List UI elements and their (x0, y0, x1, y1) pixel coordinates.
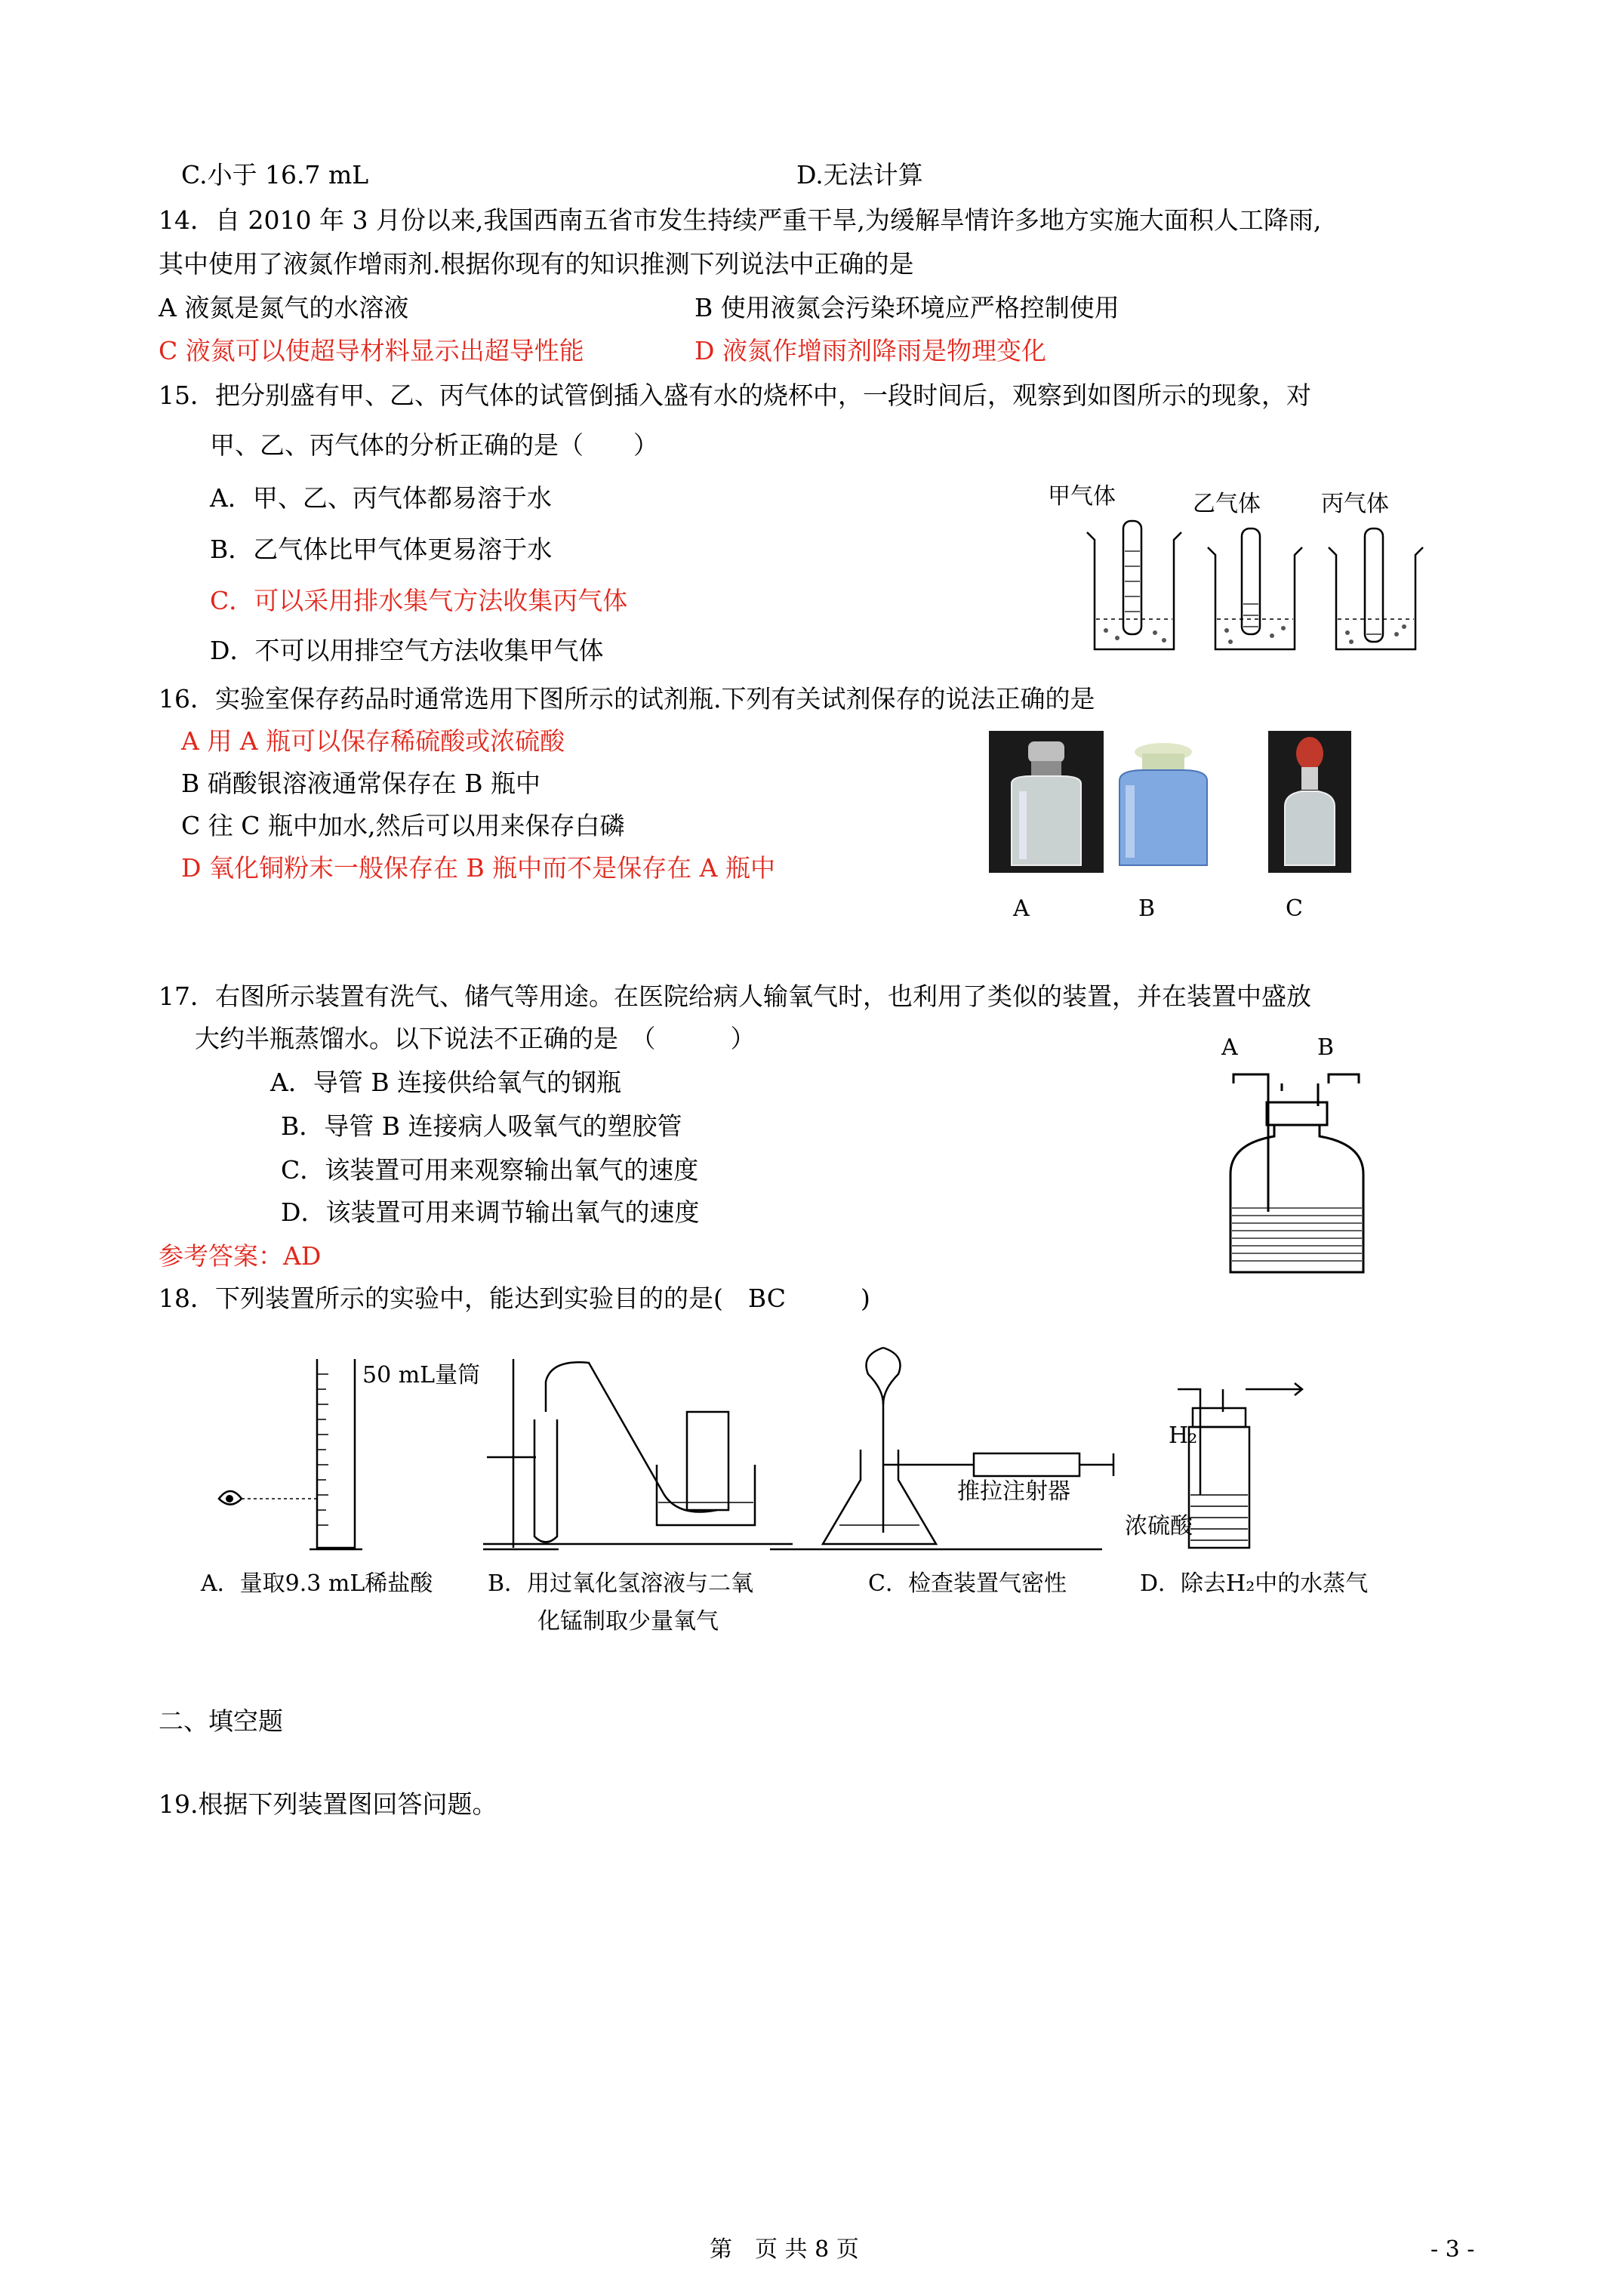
bottle-a-label: A (1013, 895, 1030, 922)
page-number: - 3 - (1431, 2236, 1475, 2263)
bottle-c-photo (1268, 731, 1351, 873)
q14-option-b: B 使用液氮会污染环境应严格控制使用 (694, 293, 1119, 322)
q13-option-c: C.小于 16.7 mL (181, 160, 369, 190)
q16-stem: 16．实验室保存药品时通常选用下图所示的试剂瓶.下列有关试剂保存的说法正确的是 (159, 684, 1095, 713)
acid-label: 浓硫酸 (1125, 1513, 1193, 1539)
h2-label: H₂ (1169, 1422, 1198, 1449)
q16-option-d: D 氧化铜粉末一般保存在 B 瓶中而不是保存在 A 瓶中 (181, 853, 775, 883)
tube-a-label: A (1221, 1034, 1238, 1061)
q14-option-d: D 液氮作增雨剂降雨是物理变化 (694, 336, 1046, 365)
caption-a: A．量取9.3 mL稀盐酸 (201, 1570, 433, 1597)
q18-stem: 18．下列装置所示的实验中，能达到实验目的的是( BC ) (159, 1284, 870, 1313)
cylinder-label: 50 mL量筒 (362, 1362, 481, 1388)
wash-bottle-figure (1208, 1061, 1389, 1280)
q14-stem-line2: 其中使用了液氮作增雨剂.根据你现有的知识推测下列说法中正确的是 (159, 249, 914, 279)
q19-stem: 19.根据下列装置图回答问题。 (159, 1789, 497, 1819)
bottle-b-label: B (1138, 895, 1156, 922)
caption-b-line1: B．用过氧化氢溶液与二氧 (488, 1570, 754, 1597)
q14-stem-line1: 14．自 2010 年 3 月份以来,我国西南五省市发生持续严重干旱,为缓解旱情许多地方实施大面积人工降雨, (159, 205, 1322, 235)
eye-icon (219, 1491, 242, 1505)
q17-answer: 参考答案：AD (159, 1241, 322, 1271)
syringe-label: 推拉注射器 (957, 1478, 1070, 1505)
q15-option-a: A．甲、乙、丙气体都易溶于水 (210, 483, 552, 513)
gas-jia-label: 甲气体 (1048, 483, 1116, 510)
beakers-figure (1079, 506, 1442, 657)
q16-option-a: A 用 A 瓶可以保存稀硫酸或浓硫酸 (181, 726, 565, 756)
caption-b-line2: 化锰制取少量氧气 (537, 1608, 719, 1635)
tube-b-label: B (1317, 1034, 1335, 1061)
q17-stem-line2: 大约半瓶蒸馏水。以下说法不正确的是 （ ） (195, 1024, 756, 1053)
page-footer: 第 页 共 8 页 (710, 2236, 859, 2263)
q16-option-c: C 往 C 瓶中加水,然后可以用来保存白磷 (181, 811, 625, 840)
bottle-b-photo (1106, 731, 1221, 873)
q15-option-c: C．可以采用排水集气方法收集丙气体 (210, 586, 628, 615)
q15-stem-line1: 15．把分别盛有甲、乙、丙气体的试管倒插入盛有水的烧杯中，一段时间后，观察到如图所示的现象，对 (159, 381, 1311, 410)
q17-option-d: D．该装置可用来调节输出氧气的速度 (281, 1197, 700, 1227)
section-title: 二、填空题 (159, 1706, 283, 1736)
q16-option-b: B 硝酸银溶液通常保存在 B 瓶中 (181, 769, 540, 798)
q14-option-c: C 液氮可以使超导材料显示出超导性能 (159, 336, 584, 365)
gas-yi-label: 乙气体 (1193, 491, 1261, 517)
caption-c: C．检查装置气密性 (868, 1570, 1067, 1597)
q15-stem-line2: 甲、乙、丙气体的分析正确的是（ ） (210, 430, 658, 460)
bottle-a-photo (989, 731, 1104, 873)
q15-option-b: B．乙气体比甲气体更易溶于水 (210, 535, 553, 564)
bottle-c-label: C (1286, 895, 1303, 922)
q17-option-b: B．导管 B 连接病人吸氧气的塑胶管 (281, 1111, 682, 1141)
q13-option-d: D.无法计算 (796, 160, 923, 190)
caption-d: D．除去H₂中的水蒸气 (1140, 1570, 1369, 1597)
gas-bing-label: 丙气体 (1321, 491, 1389, 517)
q17-option-c: C．该装置可用来观察输出氧气的速度 (281, 1155, 699, 1185)
q14-option-a: A 液氮是氮气的水溶液 (159, 293, 409, 322)
q17-option-a: A．导管 B 连接供给氧气的钢瓶 (270, 1068, 622, 1097)
q15-option-d: D．不可以用排空气方法收集甲气体 (210, 636, 604, 665)
q17-stem-line1: 17．右图所示装置有洗气、储气等用途。在医院给病人输氧气时，也利用了类似的装置，并在装置中盛放 (159, 982, 1311, 1011)
